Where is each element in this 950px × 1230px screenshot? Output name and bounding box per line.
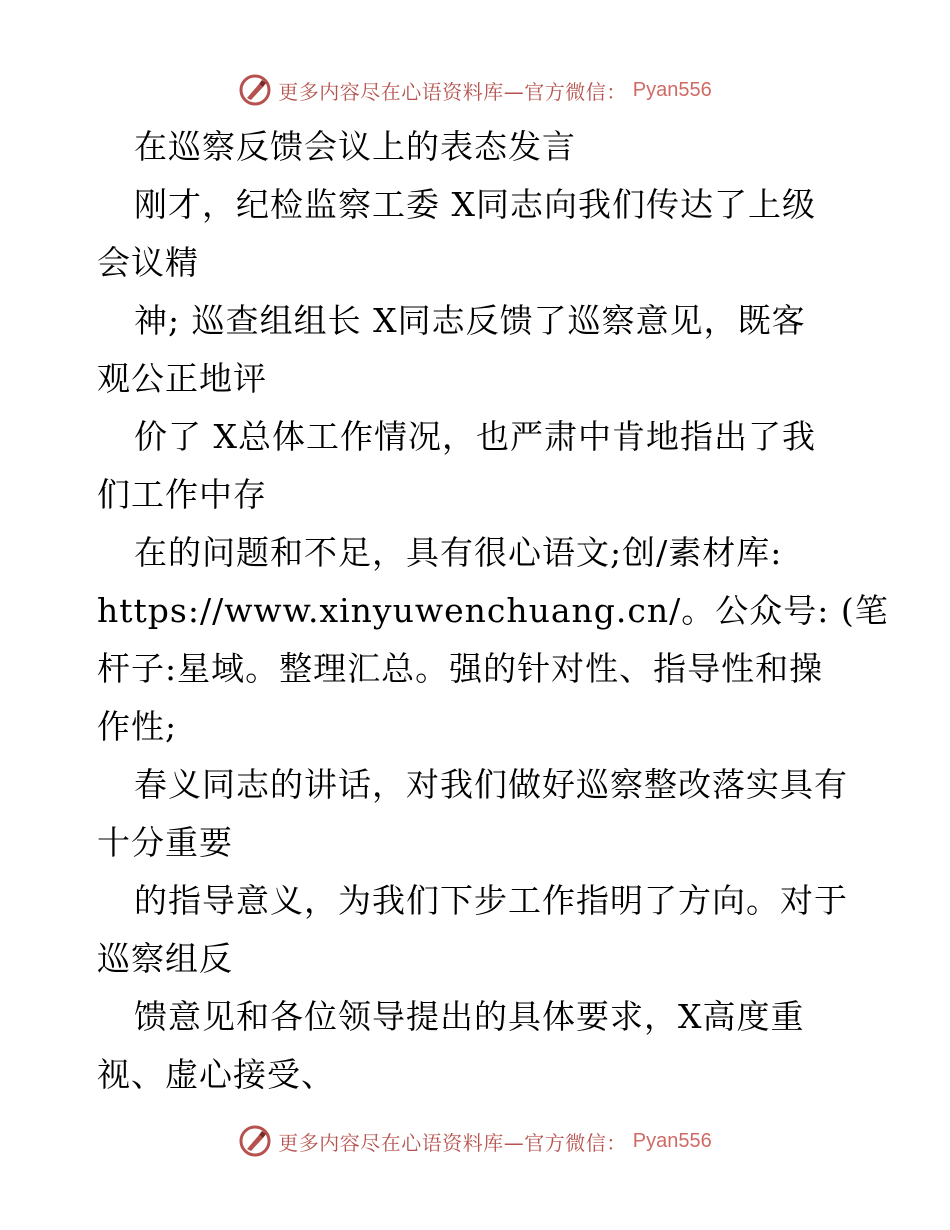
document-body [97,118,889,1104]
watermark-text: 更多内容尽在心语资料库—官方微信： [278,79,627,104]
pen-logo-icon [238,73,272,107]
text-line: 十分重要 [97,823,233,862]
header-watermark [0,70,950,110]
text-line: 杆子:星域。整理汇总。强的针对性、指导性和操 [97,649,824,688]
text-line: 价了 X总体工作情况，也严肃中肯地指出了我 [134,417,816,456]
watermark-handle: Pyan556 [632,1129,712,1152]
text-line: 视、虚心接受、 [97,1055,335,1094]
text-line: 刚才，纪检监察工委 X同志向我们传达了上级 [134,185,816,224]
text-line: 在的问题和不足，具有很心语文;创/素材库: [134,533,783,572]
footer-watermark [0,1121,950,1161]
text-line: 春义同志的讲话，对我们做好巡察整改落实具有 [134,765,848,804]
watermark-handle: Pyan556 [632,78,712,101]
text-line: 馈意见和各位领导提出的具体要求，X高度重 [134,997,805,1036]
watermark-text: 更多内容尽在心语资料库—官方微信： [278,1130,627,1155]
text-line: 在巡察反馈会议上的表态发言 [134,127,576,166]
text-line: 们工作中存 [97,475,267,514]
text-line: 会议精 [97,243,199,282]
text-line: https://www.xinyuwenchuang.cn/。公众号: (笔 [97,591,889,630]
pen-logo-icon [238,1124,272,1158]
text-line: 神; 巡查组组长 X同志反馈了巡察意见，既客 [134,301,806,340]
text-line: 作性; [97,707,178,746]
text-line: 观公正地评 [97,359,267,398]
text-line: 的指导意义，为我们下步工作指明了方向。对于 [134,881,848,920]
text-line: 巡察组反 [97,939,233,978]
